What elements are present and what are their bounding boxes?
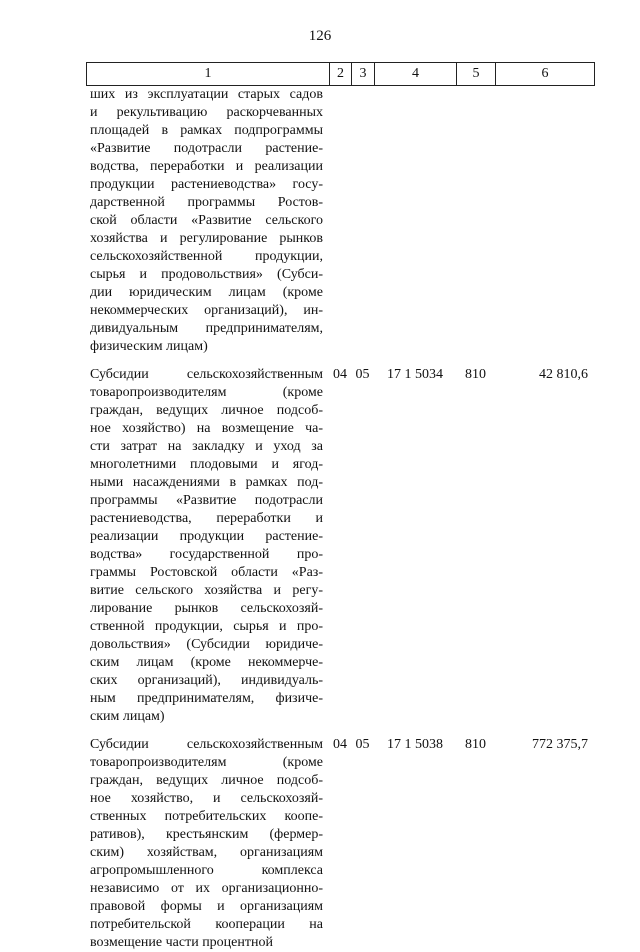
description-line: агропромышленного комплекса — [90, 863, 323, 878]
expense-type-code: 810 — [465, 737, 486, 752]
description-line: площадей в рамках подпрограммы — [90, 123, 323, 138]
description-line: Субсидии сельскохозяйственным — [90, 737, 323, 752]
description-line: ственных потребительских коопе- — [90, 809, 323, 824]
description-line: дивидуальным предпринимателям, — [90, 321, 323, 336]
header-col-6: 6 — [496, 63, 595, 85]
header-col-5: 5 — [457, 63, 496, 85]
header-col-4: 4 — [375, 63, 457, 85]
description-line: довольствия» (Субсидии юридиче- — [90, 637, 323, 652]
description-line: дии юридическим лицам (кроме — [90, 285, 323, 300]
description-line: ными насаждениями в рамках под- — [90, 475, 323, 490]
description-line: водства, переработки и реализации — [90, 159, 323, 174]
description-line: граммы Ростовской области «Раз- — [90, 565, 323, 580]
row-description — [86, 86, 329, 356]
description-line: многолетними плодовыми и ягод- — [90, 457, 323, 472]
subsection-code: 05 — [355, 737, 370, 752]
target-item-code: 17 1 5034 — [387, 367, 443, 382]
description-line: возмещение части процентной — [90, 935, 273, 950]
section-code: 04 — [333, 367, 347, 382]
description-line: ским лицам) — [90, 709, 165, 724]
amount-value: 42 810,6 — [539, 367, 588, 382]
table-row — [86, 366, 594, 726]
header-col-3: 3 — [352, 63, 375, 85]
header-col-1: 1 — [87, 63, 330, 85]
target-item-code: 17 1 5038 — [387, 737, 443, 752]
description-line: граждан, ведущих личное подсоб- — [90, 773, 323, 788]
description-line: сти затрат на закладку и уход за — [90, 439, 323, 454]
table-row — [86, 736, 594, 952]
description-line: реализации продукции растение- — [90, 529, 323, 544]
page-number: 126 — [308, 28, 332, 44]
description-line: некоммерческих организаций), ин- — [90, 303, 323, 318]
description-line: сельскохозяйственной продукции, — [90, 249, 323, 264]
row-description — [86, 366, 329, 726]
description-line: ративов), крестьянским (фермер- — [90, 827, 323, 842]
description-line: водства» государственной про- — [90, 547, 323, 562]
description-line: правовой формы и организациям — [90, 899, 323, 914]
amount-value: 772 375,7 — [532, 737, 588, 752]
table-header — [86, 62, 595, 86]
table-body — [86, 86, 594, 952]
description-line: Субсидии сельскохозяйственным — [90, 367, 323, 382]
description-line: ным предпринимателям, физиче- — [90, 691, 323, 706]
header-col-2: 2 — [330, 63, 352, 85]
description-line: «Развитие подотрасли растение- — [90, 141, 323, 156]
description-line: хозяйства и регулирование рынков — [90, 231, 323, 246]
description-line: ное хозяйство, и сельскохозяй- — [90, 791, 323, 806]
description-line: физическим лицам) — [90, 339, 208, 354]
description-line: витие сельского хозяйства и регу- — [90, 583, 323, 598]
description-line: лирование рынков сельскохозяй- — [90, 601, 323, 616]
expense-type-code: 810 — [465, 367, 486, 382]
row-description — [86, 736, 329, 952]
description-line: граждан, ведущих личное подсоб- — [90, 403, 323, 418]
description-line: ное хозяйство) на возмещение ча- — [90, 421, 323, 436]
table-row — [86, 86, 594, 356]
description-line: ских организаций), индивидуаль- — [90, 673, 323, 688]
description-line: программы «Развитие подотрасли — [90, 493, 323, 508]
section-code: 04 — [333, 737, 347, 752]
description-line: ших из эксплуатации старых садов — [90, 87, 323, 102]
description-line: товаропроизводителям (кроме — [90, 755, 323, 770]
description-line: и рекультивацию раскорчеванных — [90, 105, 323, 120]
subsection-code: 05 — [355, 367, 370, 382]
description-line: растениеводства, переработки и — [90, 511, 323, 526]
description-line: продукции растениеводства» госу- — [90, 177, 323, 192]
description-line: дарственной программы Ростов- — [90, 195, 323, 210]
description-line: независимо от их организационно- — [90, 881, 323, 896]
description-line: ским лицам (кроме некоммерче- — [90, 655, 323, 670]
description-line: ской области «Развитие сельского — [90, 213, 323, 228]
description-line: потребительской кооперации на — [90, 917, 323, 932]
description-line: сырья и продовольствия» (Субси- — [90, 267, 323, 282]
description-line: ским) хозяйствам, организациям — [90, 845, 323, 860]
description-line: ственной продукции, сырья и про- — [90, 619, 323, 634]
description-line: товаропроизводителям (кроме — [90, 385, 323, 400]
